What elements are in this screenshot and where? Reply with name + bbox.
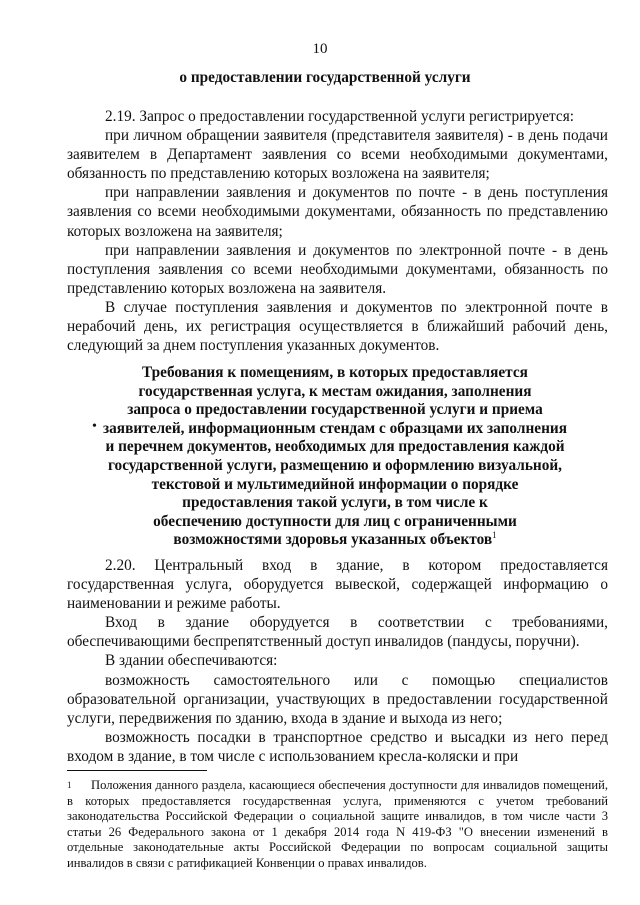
- paragraph: при направлении заявления и документов по почте - в день поступления заявления со всеми необходимыми документами, обязанность по представлению которых возложена на заявителя;: [67, 184, 608, 240]
- section-heading: [95, 364, 575, 550]
- heading-line: государственной услуги, размещению и оформлению визуальной,: [107, 456, 563, 474]
- paragraph: В здании обеспечиваются:: [105, 652, 278, 670]
- heading-line: [95, 531, 575, 550]
- paragraph: Вход в здание оборудуется в соответствии с требованиями, обеспечивающими беспрепятственный доступ инвалидов (пандусы, поручни).: [67, 614, 608, 651]
- section-2-20: [67, 556, 608, 766]
- footnote: [67, 778, 608, 872]
- footnote-reference[interactable]: 1: [492, 530, 497, 541]
- paragraph: возможность самостоятельного или с помощью специалистов образовательной организации, участвующих в предоставлении государственной услуги, передвижения по зданию, входа в здание и выхода из него;: [67, 671, 608, 727]
- paragraph: В случае поступления заявления и документов по электронной почте в нерабочий день, их регистрация осуществляется в ближайший рабочий день, следующий за днем поступления указанных документов.: [67, 298, 608, 355]
- section-2-19: [67, 107, 608, 355]
- paragraph: при личном обращении заявителя (представителя заявителя) - в день подачи заявителем в Департамент заявления со всеми необходимыми документами, обязанность по представлению которых возложена на заявителя;: [67, 127, 608, 183]
- heading-line-text: возможностями здоровья указанных объектов: [173, 531, 493, 549]
- heading-line: предоставления такой услуги, в том числе к: [182, 494, 488, 512]
- paragraph: 2.19. Запрос о предоставлении государственной услуги регистрируется:: [105, 108, 575, 125]
- footnote-number: 1: [67, 780, 72, 790]
- footnote-text: Положения данного раздела, касающиеся обеспечения доступности для инвалидов помещений, в которых предоставляется государственная услуга, применяются с учетом требований законодательства Российской Федерации о социальной защите инвалидов, в том числе части 3 статьи 26 Федерального закона от 1 декабря 2014 года N 419-ФЗ "О внесении изменений в отдельные законодательные акты Российской Федерации по вопросам социальной защиты инвалидов в связи с ратификацией Конвенции о правах инвалидов.: [67, 778, 608, 870]
- scan-mark: •: [92, 419, 97, 434]
- heading-line: и перечнем документов, необходимых для предоставления каждой: [105, 438, 565, 456]
- heading-line: запроса о предоставлении государственной услуги и приема: [127, 401, 543, 419]
- heading-line: текстовой и мультимедийной информации о порядке: [151, 475, 519, 493]
- paragraph: 2.20. Центральный вход в здание, в котором предоставляется государственная услуга, оборудуется вывеской, содержащей информацию о наименовании и режиме работы.: [67, 557, 608, 613]
- page-number: 10: [312, 41, 328, 57]
- heading-line: заявителей, информационным стендам с образцами их заполнения: [103, 419, 567, 437]
- heading-line: обеспечению доступности для лиц с ограниченными: [153, 512, 517, 530]
- paragraph: возможность посадки в транспортное средство и высадки из него перед входом в здание, в том числе с использованием кресла-коляски и при: [67, 728, 608, 765]
- footnote-divider: [67, 770, 207, 771]
- heading-line: государственная услуга, к местам ожидания, заполнения: [138, 382, 532, 400]
- header-title: о предоставлении государственной услуги: [179, 69, 471, 86]
- paragraph: при направлении заявления и документов по электронной почте - в день поступления заявления со всеми необходимыми документами, обязанность по представлению которых возложена на заявителя.: [67, 241, 608, 297]
- heading-line: Требования к помещениям, в которых предоставляется: [142, 364, 528, 381]
